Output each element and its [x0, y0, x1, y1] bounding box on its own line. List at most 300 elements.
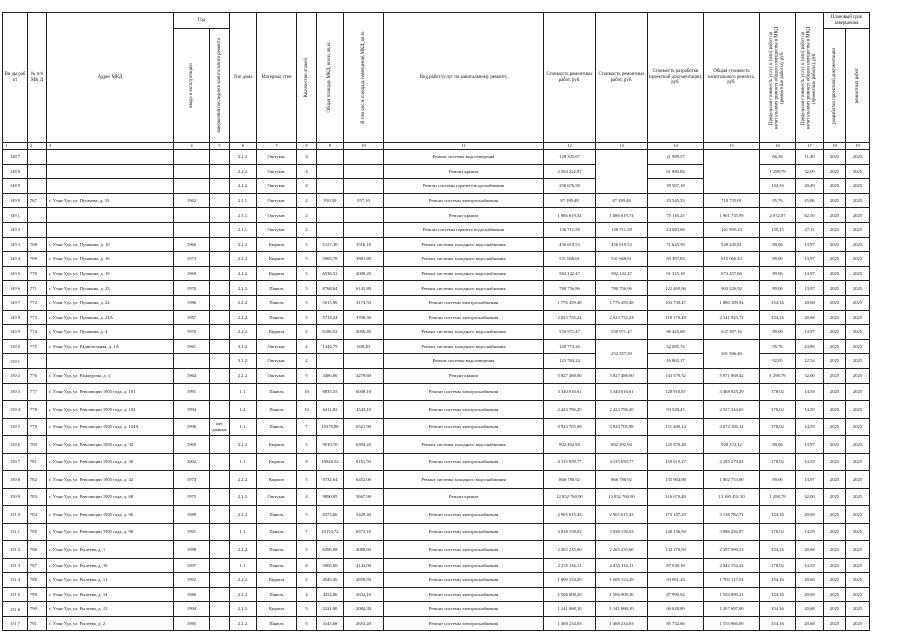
- cell-area2: 6049,10: [344, 383, 384, 401]
- cell-area2: 4543,10: [344, 401, 384, 419]
- cell-fl: 4: [297, 179, 317, 194]
- header-mkd-number: [28, 13, 47, 143]
- cell-c14: 122 469,96: [648, 281, 704, 296]
- cell-mat: Кирпич: [257, 573, 297, 588]
- cell-area2: 3279,60: [344, 368, 384, 383]
- cell-c18: 2025: [824, 237, 846, 252]
- cell-work: Ремонт системы холодного водоснабжения: [384, 252, 544, 267]
- cell-addr: г. Улан-Удэ, ул. Рылеева, д. 15: [47, 602, 174, 617]
- cell-id: 148 8: [3, 164, 28, 179]
- table-row: [3, 436, 870, 454]
- cell-mat: Панель: [257, 506, 297, 524]
- cell-y1: 1986: [174, 295, 210, 310]
- cell-id: 151 6: [3, 602, 28, 617]
- cell-c13: 1 776 459,48: [596, 295, 648, 310]
- column-number: 19: [846, 143, 870, 150]
- cell-y1: 1973: [174, 252, 210, 267]
- cell-addr: г. Улан-Удэ, ул. Пушкина, д. 10: [47, 237, 174, 252]
- cell-type: 2.2.2.: [230, 471, 257, 489]
- cell-c16: 89,06: [760, 266, 796, 281]
- cell-c18: 2025: [824, 418, 846, 436]
- cell-area: 4143,68: [317, 616, 344, 631]
- cell-c18: 2025: [824, 281, 846, 296]
- cell-num: 774: [28, 325, 47, 340]
- cell-c17: 14,59: [796, 453, 824, 471]
- cell-c13: 3 923 705,98: [596, 418, 648, 436]
- table-row: [3, 488, 870, 506]
- cell-c17: 14,59: [796, 418, 824, 436]
- cell-id: 149 7: [3, 295, 28, 310]
- cell-c12: 2 023 755,24: [544, 310, 596, 325]
- cell-c13: 1 506 908,30: [596, 587, 648, 602]
- cell-area2: 4080,60: [344, 541, 384, 559]
- cell-c14: 85 732,66: [648, 616, 704, 631]
- column-number: 7: [257, 143, 297, 150]
- cell-type: 2.2.2.: [230, 587, 257, 602]
- cell-c12: 1 141 068,10: [544, 602, 596, 617]
- cell-c18: 2025: [824, 602, 846, 617]
- cell-c14: 118 170,48: [648, 310, 704, 325]
- cell-fl: 5: [297, 325, 317, 340]
- cell-num: 791: [28, 616, 47, 631]
- cell-y1: 1966: [174, 237, 210, 252]
- cell-type: 2.2.2.: [230, 506, 257, 524]
- cell-work: Ремонт системы холодного водоснабжения: [384, 471, 544, 489]
- cell-c16: 134,16: [760, 179, 796, 194]
- cell-c15: 13 169 431,30: [704, 488, 760, 506]
- column-number: 11: [384, 143, 544, 150]
- table-row: [3, 506, 870, 524]
- cell-mat: Панель: [257, 587, 297, 602]
- cell-c16: 89,06: [760, 281, 796, 296]
- header-limit-repair: [760, 13, 796, 143]
- cell-y2: [210, 325, 230, 340]
- cell-addr: г. Улан-Удэ, ул. Революции 1905 года, д. 68: [47, 488, 174, 506]
- cell-area2: [344, 179, 384, 194]
- cell-mat: Панель: [257, 383, 297, 401]
- cell-addr: г. Улан-Удэ, ул. Пушкина, д. 24: [47, 295, 174, 310]
- cell-work: Ремонт системы электроснабжения: [384, 383, 544, 401]
- cell-c16: 1 298,79: [760, 164, 796, 179]
- cell-c14: 132 270,93: [648, 541, 704, 559]
- cell-mat: Панель: [257, 523, 297, 541]
- cell-c13: 550 971,47: [596, 325, 648, 340]
- cell-c19: 2025: [846, 453, 870, 471]
- cell-type: 3.1.2.: [230, 339, 257, 354]
- cell-addr: [47, 354, 174, 369]
- cell-c19: 2025: [846, 208, 870, 223]
- cell-fl: 5: [297, 541, 317, 559]
- header-text: ввода в эксплуатацию: [188, 63, 194, 108]
- cell-id: 148 9: [3, 179, 28, 194]
- cell-type: 2.2.2.: [230, 179, 257, 194]
- cell-id: 149 8: [3, 310, 28, 325]
- cell-c15: 161 395,23: [704, 222, 760, 237]
- cell-mat: Панель: [257, 401, 297, 419]
- cell-c12: 1 776 459,48: [544, 295, 596, 310]
- cell-y1: 1991: [174, 383, 210, 401]
- cell-y2: [210, 602, 230, 617]
- cell-area: 9732,64: [317, 471, 344, 489]
- cell-y1: 2002: [174, 453, 210, 471]
- table-row: [3, 339, 870, 354]
- cell-c14: 86 425,68: [648, 325, 704, 340]
- cell-c19: 2025: [846, 325, 870, 340]
- cell-mat: Панель: [257, 541, 297, 559]
- table-row: [3, 281, 870, 296]
- cell-c15: 1 594 899,22: [704, 587, 760, 602]
- header-total-cost: [704, 13, 760, 143]
- cell-y2: [210, 222, 230, 237]
- cell-c18: 2025: [824, 587, 846, 602]
- cell-c16: 1 298,79: [760, 488, 796, 506]
- cell-c19: 2025: [846, 506, 870, 524]
- cell-id: 150 4: [3, 401, 28, 419]
- cell-y2: [210, 506, 230, 524]
- cell-c12: 1 468 234,03: [544, 616, 596, 631]
- cell-y1: [174, 222, 210, 237]
- cell-addr: г. Улан-Удэ, ул. Революции 1905 года, д. 104А: [47, 418, 174, 436]
- cell-c13: 780 756,96: [596, 281, 648, 296]
- cell-y2: [210, 179, 230, 194]
- header-year-group: [174, 13, 230, 29]
- cell-c14: 93 961,23: [648, 573, 704, 588]
- table-row: [3, 193, 870, 208]
- cell-area2: 5429,40: [344, 506, 384, 524]
- cell-num: 780: [28, 436, 47, 454]
- header-text: Общая площадь МКД, всего, кв.м.: [327, 42, 333, 113]
- column-number: 5: [210, 143, 230, 150]
- cell-id: 150 1: [3, 354, 28, 369]
- cell-c13: 2 965 615,43: [596, 506, 648, 524]
- cell-addr: г. Улан-Удэ, ул. Пугачева, д. 33: [47, 193, 174, 208]
- merged-cell: [596, 150, 648, 194]
- cell-y2: [210, 541, 230, 559]
- cell-addr: г. Улан-Удэ, ул. Революции 1905 года, д. 38: [47, 453, 174, 471]
- cell-fl: 5: [297, 252, 317, 267]
- table-row: [3, 310, 870, 325]
- cell-type: 1.1.: [230, 418, 257, 436]
- header-text: Стоимость ремонтных работ, руб.: [598, 71, 645, 83]
- cell-area: 9010,70: [317, 436, 344, 454]
- cell-fl: 2: [297, 339, 317, 354]
- cell-c16: 354,16: [760, 573, 796, 588]
- table-row: [3, 541, 870, 559]
- cell-y2: [210, 453, 230, 471]
- cell-c14: 75 116,25: [648, 208, 704, 223]
- cell-c12: 12 852 760,90: [544, 488, 596, 506]
- cell-mat: Панель: [257, 295, 297, 310]
- cell-c13: 2 023 755,24: [596, 310, 648, 325]
- cell-mat: Кирпич: [257, 325, 297, 340]
- cell-id: 151 7: [3, 616, 28, 631]
- cell-c17: 27,11: [796, 222, 824, 237]
- cell-num: 788: [28, 573, 47, 588]
- cell-y1: 1986: [174, 587, 210, 602]
- column-number: 13: [596, 143, 648, 150]
- cell-c19: 2025: [846, 237, 870, 252]
- cell-work: Ремонт системы холодного водоснабжения: [384, 339, 544, 354]
- cell-work: Ремонт системы холодного водоснабжения: [384, 436, 544, 454]
- cell-mat: Кирпич: [257, 602, 297, 617]
- table-row: [3, 616, 870, 631]
- cell-addr: г. Улан-Удэ, ул. Пушкина, д. 24А: [47, 310, 174, 325]
- merged-cell: 252 557,50: [596, 339, 648, 368]
- cell-c16: 378,02: [760, 418, 796, 436]
- cell-c19: 2025: [846, 541, 870, 559]
- cell-type: 2.2.2.: [230, 252, 257, 267]
- cell-fl: 5: [297, 295, 317, 310]
- cell-c19: 2025: [846, 266, 870, 281]
- cell-c14: 93 548,45: [648, 401, 704, 419]
- cell-c12: 2 423 796,20: [544, 401, 596, 419]
- cell-c14: 24 683,66: [648, 222, 704, 237]
- cell-c17: 23,86: [796, 339, 824, 354]
- cell-fl: 5: [297, 471, 317, 489]
- cell-y2: [210, 266, 230, 281]
- cell-c17: 20,68: [796, 295, 824, 310]
- cell-c13: 456 619,53: [596, 237, 648, 252]
- cell-work: Ремонт системы электроснабжения: [384, 193, 544, 208]
- cell-work: Ремонт крыши: [384, 164, 544, 179]
- cell-type: 2.2.2.: [230, 616, 257, 631]
- cell-num: 769: [28, 252, 47, 267]
- cell-area2: [344, 354, 384, 369]
- header-text: Тип дома: [233, 74, 253, 80]
- cell-fl: 5: [297, 281, 317, 296]
- cell-work: Ремонт системы водоотведения: [384, 150, 544, 165]
- header-text: Стоимость разработки проектной документации, руб.: [649, 69, 702, 86]
- cell-area: [317, 164, 344, 179]
- cell-addr: г. Улан-Удэ, ул. Рылеева, д. 1: [47, 541, 174, 559]
- cell-y1: [174, 179, 210, 194]
- cell-c18: 2025: [824, 541, 846, 559]
- cell-c19: 2025: [846, 179, 870, 194]
- cell-work: Ремонт крыши: [384, 488, 544, 506]
- cell-area: [317, 222, 344, 237]
- cell-area2: [344, 222, 384, 237]
- cell-c12: 128 773,26: [544, 339, 596, 354]
- cell-c12: 780 756,96: [544, 281, 596, 296]
- cell-c17: 14,59: [796, 401, 824, 419]
- cell-c16: 1 298,79: [760, 368, 796, 383]
- cell-c19: 2025: [846, 471, 870, 489]
- cell-addr: г. Улан-Удэ, ул. Революции 1905 года, д. 42: [47, 471, 174, 489]
- cell-y2: [210, 471, 230, 489]
- cell-c14: 39 507,18: [648, 179, 704, 194]
- cell-y2: [210, 295, 230, 310]
- cell-c12: 1 506 908,30: [544, 587, 596, 602]
- cell-fl: 4: [297, 164, 317, 179]
- cell-c16: 89,06: [760, 471, 796, 489]
- cell-c15: 4 074 106,12: [704, 418, 760, 436]
- cell-c16: 378,02: [760, 558, 796, 573]
- cell-y2: [210, 252, 230, 267]
- cell-c17: 11,40: [796, 150, 824, 165]
- header-text: Предельная стоимость услуг и (или) работ по капитальному ремонту общего имущества в МКД (ремонтные работы), руб.: [769, 26, 786, 129]
- cell-c15: 1 207 697,00: [704, 602, 760, 617]
- cell-c16: 354,16: [760, 506, 796, 524]
- cell-area2: [344, 150, 384, 165]
- cell-id: 150 0: [3, 339, 28, 354]
- cell-c13: 1 609 154,29: [596, 573, 648, 588]
- cell-work: Ремонт системы электроснабжения: [384, 602, 544, 617]
- column-number: 10: [344, 143, 384, 150]
- cell-c15: 5 971 068,42: [704, 368, 760, 383]
- cell-c14: 135 964,98: [648, 471, 704, 489]
- cell-work: Ремонт системы электроснабжения: [384, 295, 544, 310]
- cell-num: 768: [28, 237, 47, 252]
- cell-c16: 95,76: [760, 193, 796, 208]
- cell-area: 910,50: [317, 193, 344, 208]
- cell-addr: г. Улан-Удэ, ул. Рылеева, д. 2: [47, 616, 174, 631]
- cell-c18: 2025: [824, 616, 846, 631]
- cell-id: 151 0: [3, 506, 28, 524]
- cell-mat: Кирпич: [257, 252, 297, 267]
- cell-num: 777: [28, 383, 47, 401]
- cell-area: [317, 208, 344, 223]
- cell-c17: 14,59: [796, 383, 824, 401]
- cell-num: 787: [28, 558, 47, 573]
- cell-area: 8373,66: [317, 506, 344, 524]
- cell-c14: 103 730,47: [648, 295, 704, 310]
- cell-c19: 2025: [846, 368, 870, 383]
- column-number: 16: [760, 143, 796, 150]
- column-number-row: [3, 143, 870, 150]
- cell-c18: 2025: [824, 436, 846, 454]
- cell-c16: 378,02: [760, 453, 796, 471]
- cell-c18: 2025: [824, 208, 846, 223]
- cell-c12: 802 492,94: [544, 436, 596, 454]
- cell-c16: 95,76: [760, 339, 796, 354]
- table-row: [3, 383, 870, 401]
- cell-addr: г. Улан-Удэ, ул. Революции 1905 года, д. 96: [47, 506, 174, 524]
- cell-addr: г. Улан-Удэ, ул. Пушкина, д. 16: [47, 252, 174, 267]
- cell-c13: 2 255 116,11: [596, 558, 648, 573]
- cell-c12: 2 965 615,43: [544, 506, 596, 524]
- cell-c15: 1 553 966,69: [704, 616, 760, 631]
- column-number: 15: [704, 143, 760, 150]
- cell-y2: [210, 558, 230, 573]
- header-premises-area: [344, 13, 384, 143]
- cell-area: 5714,24: [317, 310, 344, 325]
- cell-c18: 2025: [824, 488, 846, 506]
- cell-work: Ремонт крыши: [384, 208, 544, 223]
- cell-addr: [47, 164, 174, 179]
- cell-mat: Оштукат.: [257, 354, 297, 369]
- cell-addr: г. Улан-Удэ, ул. Пушкина, д. 19: [47, 266, 174, 281]
- cell-y1: [174, 164, 210, 179]
- cell-type: 2.2.2.: [230, 602, 257, 617]
- cell-mat: Панель: [257, 558, 297, 573]
- table-row: [3, 295, 870, 310]
- cell-area2: 3516,10: [344, 237, 384, 252]
- cell-addr: г. Улан-Удэ, ул. Революции 1905 года, д. 101: [47, 383, 174, 401]
- header-text: Общая стоимость капитального ремонта, руб.: [708, 69, 755, 86]
- cell-num: [28, 164, 47, 179]
- cell-work: Ремонт системы электроснабжения: [384, 401, 544, 419]
- cell-y1: 1996: [174, 418, 210, 436]
- cell-c13: 1 468 234,03: [596, 616, 648, 631]
- table-row: [3, 237, 870, 252]
- cell-y1: 1994: [174, 602, 210, 617]
- cell-c19: 2025: [846, 383, 870, 401]
- cell-work: Ремонт системы электроснабжения: [384, 541, 544, 559]
- cell-c16: 354,16: [760, 295, 796, 310]
- cell-id: 150 7: [3, 453, 28, 471]
- table-row: [3, 401, 870, 419]
- cell-c18: 2025: [824, 453, 846, 471]
- cell-addr: г. Улан-Удэ, ул. Революции 1905 года, д. 104: [47, 401, 174, 419]
- cell-area2: 8161,50: [344, 453, 384, 471]
- cell-c18: 2025: [824, 558, 846, 573]
- cell-area: 3221,90: [317, 602, 344, 617]
- cell-c13: 2 423 796,20: [596, 401, 648, 419]
- cell-c15: 1 961 735,99: [704, 208, 760, 223]
- cell-mat: Панель: [257, 281, 297, 296]
- cell-c17: 13,97: [796, 325, 824, 340]
- cell-y2: [210, 150, 230, 165]
- cell-c12: 3 923 705,98: [544, 418, 596, 436]
- cell-c12: 531 668,61: [544, 252, 596, 267]
- cell-c14: 128 910,67: [648, 383, 704, 401]
- header-text: Предельная стоимость услуг и (или) работ по капитальному ремонту общего имущества в МКД (проектные работы), руб.: [801, 26, 818, 129]
- cell-c17: 14,59: [796, 558, 824, 573]
- cell-type: 2.2.2.: [230, 541, 257, 559]
- cell-c18: 2025: [824, 523, 846, 541]
- cell-work: Ремонт системы холодного водоснабжения: [384, 325, 544, 340]
- cell-c14: 66 628,89: [648, 602, 704, 617]
- cell-c17: 20,68: [796, 506, 824, 524]
- cell-fl: 5: [297, 237, 317, 252]
- cell-area: 4543,56: [317, 573, 344, 588]
- cell-addr: г. Улан-Удэ, ул. Ранжурова, д. 1: [47, 368, 174, 383]
- cell-mat: Оштукат.: [257, 164, 297, 179]
- cell-area: 1344,75: [317, 339, 344, 354]
- cell-type: 1.1.: [230, 558, 257, 573]
- cell-area2: 6394,20: [344, 436, 384, 454]
- table-row: [3, 471, 870, 489]
- cell-addr: [47, 150, 174, 165]
- cell-area: 6186,52: [317, 325, 344, 340]
- cell-c13: 3 838 158,03: [596, 523, 648, 541]
- cell-c12: 136 711,58: [544, 222, 596, 237]
- cell-num: [28, 208, 47, 223]
- cell-type: 2.2.2.: [230, 325, 257, 340]
- cell-id: 148 7: [3, 150, 28, 165]
- cell-work: Ремонт системы электроснабжения: [384, 616, 544, 631]
- cell-y1: 1961: [174, 339, 210, 354]
- table-row: [3, 368, 870, 383]
- cell-c12: 1 886 619,54: [544, 208, 596, 223]
- cell-c14: 83 397,83: [648, 252, 704, 267]
- cell-id: 151 5: [3, 587, 28, 602]
- cell-c13: 866 788,92: [596, 471, 648, 489]
- cell-y1: 1970: [174, 325, 210, 340]
- header-text: Плановый срок завершения: [830, 14, 863, 26]
- cell-num: 785: [28, 523, 47, 541]
- cell-num: 771: [28, 281, 47, 296]
- cell-work: Ремонт системы электроснабжения: [384, 506, 544, 524]
- cell-num: 767: [28, 193, 47, 208]
- cell-mat: Оштукат.: [257, 368, 297, 383]
- cell-id: 150 5: [3, 418, 28, 436]
- cell-y1: [174, 354, 210, 369]
- cell-area: 5015,96: [317, 295, 344, 310]
- cell-area2: [344, 208, 384, 223]
- cell-y2: [210, 488, 230, 506]
- cell-c19: 2025: [846, 573, 870, 588]
